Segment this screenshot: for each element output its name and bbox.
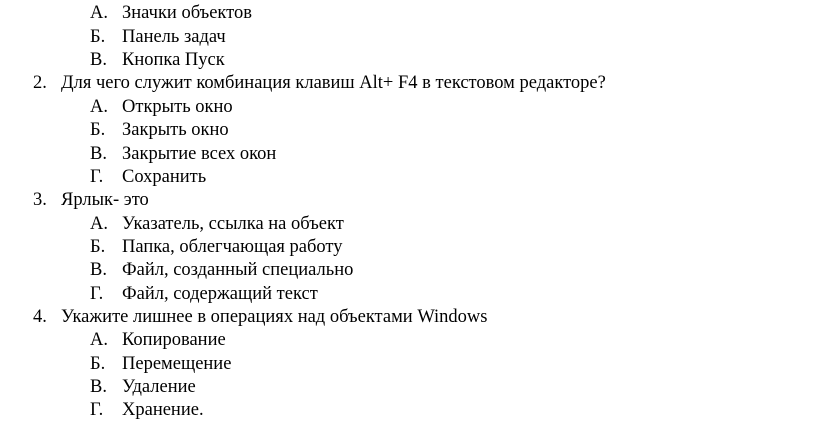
list-item [90,399,204,421]
option-text: Закрыть окно [122,120,229,140]
option-text: Файл, содержащий текст [122,284,318,304]
question-text: Для чего служит комбинация клавиш Alt+ F4 в текстовом редакторе? [61,73,606,93]
option-letter: В. [90,144,107,164]
question-4 [33,306,488,328]
list-item [90,259,353,281]
question-number: 4. [33,307,47,327]
option-letter: А. [90,3,108,23]
option-text: Открыть окно [122,97,233,117]
list-item [90,353,231,375]
option-letter: Г. [90,284,104,304]
question-text: Ярлык- это [61,190,149,210]
option-text: Указатель, ссылка на объект [122,214,344,234]
question-number: 3. [33,190,47,210]
option-letter: В. [90,260,107,280]
option-letter: Б. [90,237,106,257]
list-item [90,213,344,235]
list-item [90,119,229,141]
option-letter: Г. [90,167,104,187]
option-text: Папка, облегчающая работу [122,237,343,257]
list-item [90,49,225,71]
option-letter: В. [90,377,107,397]
list-item [90,166,206,188]
option-letter: Б. [90,27,106,47]
question-2 [33,72,606,94]
option-text: Кнопка Пуск [122,50,225,70]
question-number: 2. [33,73,47,93]
list-item [90,376,196,398]
option-text: Хранение. [122,400,204,420]
option-text: Копирование [122,330,226,350]
option-text: Значки объектов [122,3,253,23]
list-item [90,283,318,305]
option-letter: А. [90,214,108,234]
list-item [90,236,343,258]
list-item [90,2,252,24]
option-letter: Б. [90,120,106,140]
list-item [90,96,233,118]
list-item [90,26,226,48]
option-text: Закрытие всех окон [122,144,277,164]
option-letter: А. [90,97,108,117]
question-text: Укажите лишнее в операциях над объектами Windows [61,307,488,327]
option-text: Файл, созданный специально [122,260,354,280]
option-text: Перемещение [122,354,232,374]
list-item [90,143,276,165]
option-text: Панель задач [122,27,226,47]
question-3 [33,189,149,211]
option-text: Сохранить [122,167,207,187]
option-letter: В. [90,50,107,70]
option-letter: Б. [90,354,106,374]
option-letter: А. [90,330,108,350]
option-text: Удаление [122,377,196,397]
option-letter: Г. [90,400,104,420]
list-item [90,329,226,351]
